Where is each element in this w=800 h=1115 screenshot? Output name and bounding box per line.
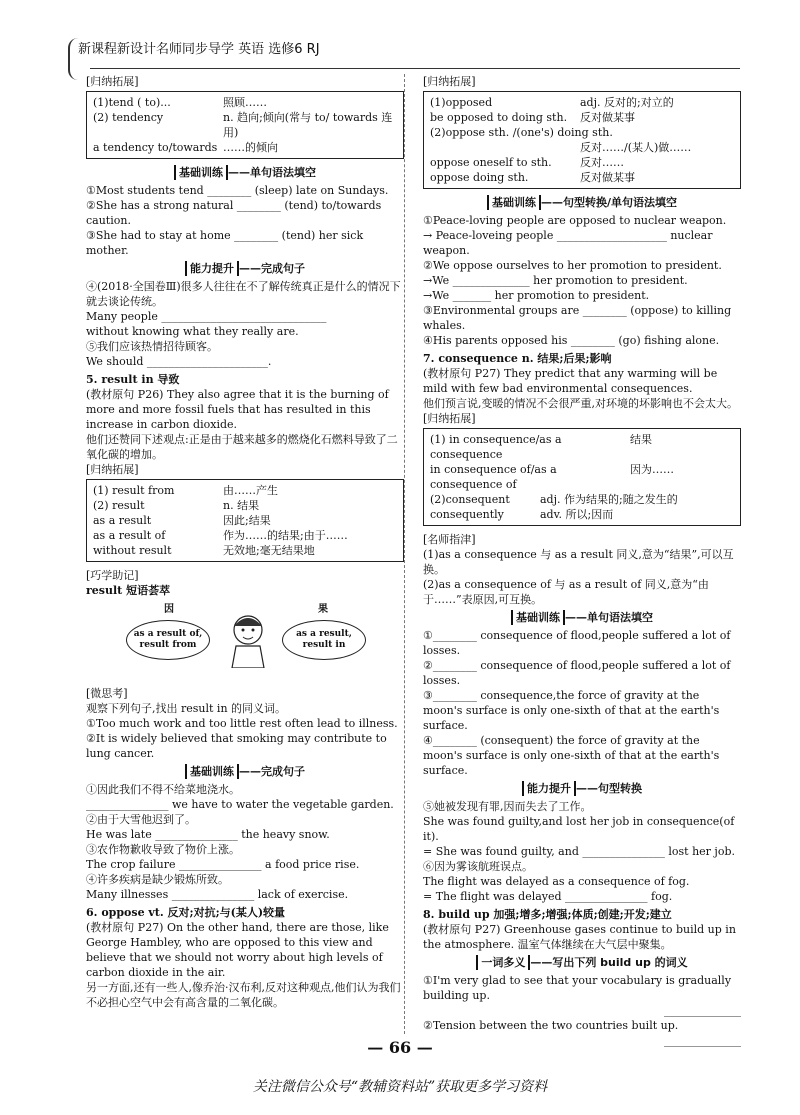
box3-row: oppose doing sth. 反对做某事: [430, 171, 635, 184]
exercise-item: ②She has a strong natural ________ (tend) to/towards caution.: [86, 199, 382, 227]
mszj-title: [名师指津]: [423, 533, 476, 546]
exercise-item: ②由于大雪他迟到了。: [86, 813, 196, 826]
jc2-heading: 基础训练 ——完成句子: [86, 764, 404, 779]
exercise-item: ④________ (consequent) the force of gravity at the moon's surface is only one-sixth of that at the earth's surface.: [423, 734, 720, 777]
exercise-item: ①________ consequence of flood,people suffered a lot of losses.: [423, 629, 731, 657]
box2-row: as a result 因此;结果: [93, 514, 271, 527]
section7-heading: 7. consequence n. 结果;后果;影响: [423, 352, 612, 365]
exercise-item: → Peace-loveing people ____________________ nuclear weapon.: [423, 229, 713, 257]
answer-blank: ______________: [664, 1034, 741, 1047]
exercise-item: He was late _______________ the heavy snow.: [86, 828, 330, 841]
section7-cn: 他们预言说,变暖的情况不会很严重,对环境的坏影响也不会太大。: [423, 397, 738, 410]
nl2-heading: 能力提升 ——句型转换: [423, 781, 741, 796]
wsk-line: ②It is widely believed that smoking may contribute to lung cancer.: [86, 732, 387, 760]
exercise-item: The flight was delayed as a consequence of fog.: [423, 875, 690, 888]
effect-label: 果: [318, 604, 328, 615]
exercise-item: We should ______________________.: [86, 355, 272, 368]
exercise-item: = The flight was delayed _______________ fog.: [423, 890, 673, 903]
nl1-heading: 能力提升 ——完成句子: [86, 261, 404, 276]
box2-row: as a result of 作为……的结果;由于……: [93, 529, 348, 542]
box4: [423, 428, 741, 526]
right-column: [423, 74, 741, 1048]
box3-title: [归纳拓展]: [423, 75, 476, 88]
exercise-item: _______________ we have to water the vegetable garden.: [86, 798, 394, 811]
box3: [423, 91, 741, 189]
exercise-item: ②We oppose ourselves to her promotion to president.: [423, 259, 722, 272]
exercise-item: ③Environmental groups are ________ (oppose) to killing whales.: [423, 304, 732, 332]
result-illustration: [86, 602, 404, 682]
section6-text: (教材原句 P27) On the other hand, there are those, like George Hambley, who are opposed to this view and believe that we should not worry about high levels of carbon dioxide in the air.: [86, 921, 389, 979]
box3-row: (1)opposed adj. 反对的;对立的: [430, 96, 674, 109]
exercise-item: ③农作物歉收导致了物价上涨。: [86, 843, 240, 856]
exercise-item: ⑤我们应该热情招待顾客。: [86, 340, 218, 353]
section8-heading: 8. build up 加强;增多;增强;体质;创建;开发;建立: [423, 908, 672, 921]
answer-blank: ______________: [664, 1004, 741, 1017]
box2-title: [归纳拓展]: [86, 463, 139, 476]
column-divider: [404, 74, 405, 1034]
exercise-item: ②Tension between the two countries built up.: [423, 1019, 679, 1032]
jc1-heading: 基础训练 ——单句语法填空: [86, 165, 404, 180]
wsk-title: [微思考]: [86, 687, 128, 700]
box2-row: (2) result n. 结果: [93, 499, 260, 512]
footer-note: 关注微信公众号“教辅资料站”获取更多学习资料: [252, 1079, 548, 1095]
box3-row: be opposed to doing sth. 反对做某事: [430, 111, 635, 124]
exercise-item: ①I'm very glad to see that your vocabulary is gradually building up.: [423, 974, 732, 1002]
section5-heading: 5. result in 导致: [86, 373, 180, 386]
exercise-item: ①Most students tend ________ (sleep) late on Sundays.: [86, 184, 389, 197]
exercise-item: →We ______________ her promotion to president.: [423, 274, 688, 287]
exercise-item: ①Peace-loving people are opposed to nuclear weapon.: [423, 214, 727, 227]
exercise-item: without knowing what they really are.: [86, 325, 299, 338]
exercise-item: Many people ______________________________: [86, 310, 327, 323]
section6-cn: 另一方面,还有一些人,像乔治·汉布利,反对这种观点,他们认为我们不必担心空气中会有高含量的二氧化碳。: [86, 981, 401, 1009]
exercise-item: ②________ consequence of flood,people suffered a lot of losses.: [423, 659, 731, 687]
page-number: — 66 —: [367, 1038, 433, 1057]
qx-title: [巧学助记]: [86, 569, 139, 582]
page-header: 新课程新设计名师同步导学 英语 选修6 RJ: [78, 42, 320, 57]
box4-row: in consequence of/as a consequence of 因为……: [430, 463, 674, 491]
exercise-item: →We _______ her promotion to president.: [423, 289, 650, 302]
exercise-item: = She was found guilty, and _______________ lost her job.: [423, 845, 735, 858]
cause-label: 因: [164, 604, 174, 615]
wsk-line: 观察下列句子,找出 result in 的同义词。: [86, 702, 287, 715]
box3-row: oppose oneself to sth. 反对……: [430, 156, 624, 169]
box4-title: [归纳拓展]: [423, 412, 476, 425]
mszj-line: (2)as a consequence of 与 as a result of 同义,意为“由于……”表原因,可互换。: [423, 578, 709, 606]
exercise-item: ④His parents opposed his ________ (go) fishing alone.: [423, 334, 720, 347]
student-figure-icon: [226, 612, 270, 668]
exercise-item: Many illnesses _______________ lack of exercise.: [86, 888, 349, 901]
wsk-line: ①Too much work and too little rest often lead to illness.: [86, 717, 398, 730]
qx-subtitle: result 短语荟萃: [86, 584, 171, 597]
box4-row: (1) in consequence/as a consequence 结果: [430, 433, 652, 461]
exercise-item: ⑥因为雾该航班误点。: [423, 860, 533, 873]
box1-row: (2) tendency n. 趋向;倾向(常与 to/ towards 连用): [93, 111, 393, 139]
box1-row: (1)tend ( to)... 照顾……: [93, 96, 267, 109]
effect-bubble: as a result, result in: [282, 620, 366, 660]
section6-heading: 6. oppose vt. 反对;对抗;与(某人)较量: [86, 906, 286, 919]
exercise-item: She was found guilty,and lost her job in consequence(of it).: [423, 815, 735, 843]
box2-row: without result 无效地;毫无结果地: [93, 544, 315, 557]
box3-row: (2)oppose sth. /(one's) doing sth.: [430, 126, 613, 139]
box1-title: [归纳拓展]: [86, 75, 139, 88]
jc4-heading: 基础训练 ——单句语法填空: [423, 610, 741, 625]
left-column: [86, 74, 404, 1010]
yc-heading: 一词多义 ——写出下列 build up 的词义: [423, 955, 741, 970]
exercise-item: ①因此我们不得不给菜地浇水。: [86, 783, 240, 796]
box4-row: (2)consequent adj. 作为结果的;随之发生的: [430, 493, 678, 506]
section7-text: (教材原句 P27) They predict that any warming will be mild with few bad environmental consequences.: [423, 367, 718, 395]
header-rule: [90, 68, 740, 69]
box4-row: consequently adv. 所以;因而: [430, 508, 614, 521]
exercise-item: The crop failure _______________ a food price rise.: [86, 858, 360, 871]
section5-cn: 他们还赞同下述观点:正是由于越来越多的燃烧化石燃料导致了二氧化碳的增加。: [86, 433, 398, 461]
box2-row: (1) result from 由……产生: [93, 484, 278, 497]
cause-bubble: as a result of, result from: [126, 620, 210, 660]
exercise-item: ④许多疾病是缺少锻炼所致。: [86, 873, 229, 886]
jc3-heading: 基础训练 ——句型转换/单句语法填空: [423, 195, 741, 210]
box2: [86, 479, 404, 562]
box3-row: 反对……/(某人)做……: [580, 141, 692, 154]
exercise-item: ③________ consequence,the force of gravity at the moon's surface is only one-sixth of that at the earth's surface.: [423, 689, 720, 732]
exercise-item: ③She had to stay at home ________ (tend) her sick mother.: [86, 229, 364, 257]
exercise-item: ⑤她被发现有罪,因而失去了工作。: [423, 800, 592, 813]
section5-text: (教材原句 P26) They also agree that it is the burning of more and more fossil fuels that has resulted in this increase in carbon dioxide.: [86, 388, 389, 431]
exercise-item: ④(2018·全国卷Ⅲ)很多人往往在不了解传统真正是什么的情况下就去谈论传统。: [86, 280, 401, 308]
box1-row: a tendency to/towards ……的倾向: [93, 141, 278, 154]
mszj-line: (1)as a consequence 与 as a result 同义,意为“结果”,可以互换。: [423, 548, 734, 576]
section8-text: (教材原句 P27) Greenhouse gases continue to build up in the atmosphere. 温室气体继续在大气层中聚集。: [423, 923, 736, 951]
box1: [86, 91, 404, 159]
